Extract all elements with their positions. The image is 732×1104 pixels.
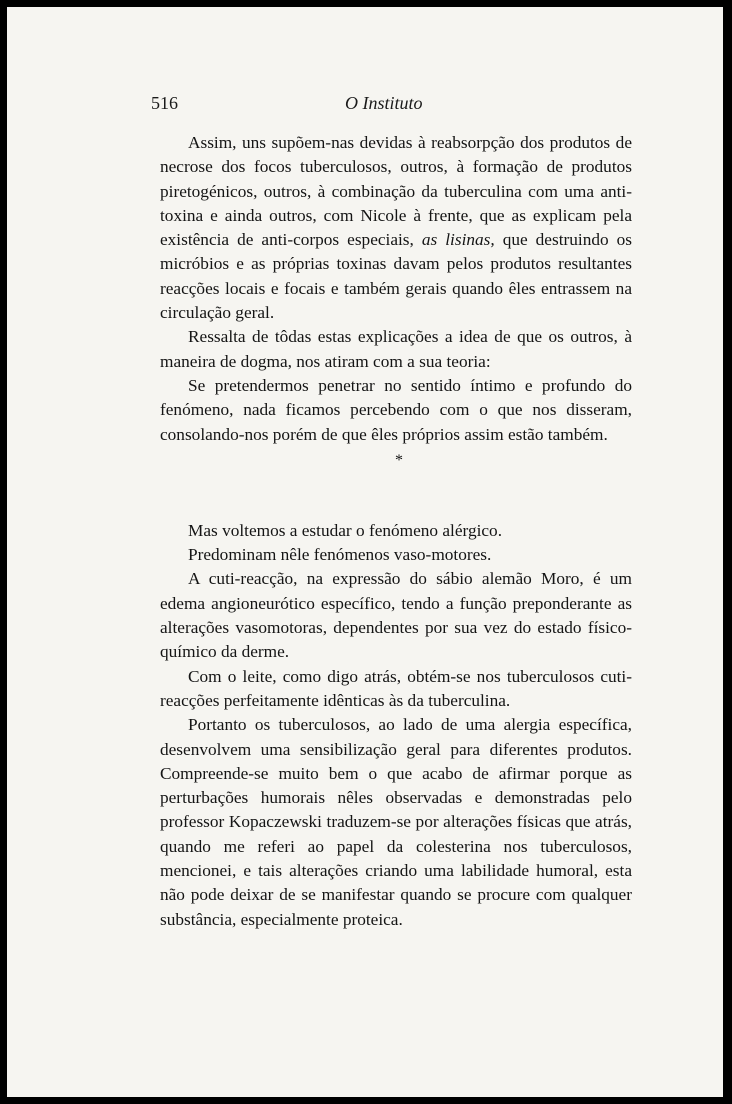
paragraph: Com o leite, como digo atrás, obtém-se nos tuberculosos cuti-reacções perfeitamente idênticas às da tuberculina.: [160, 666, 632, 710]
book-page: [7, 7, 723, 1097]
paragraph: Se pretendermos penetrar no sentido íntimo e profundo do fenómeno, nada ficamos percebendo com o que nos disseram, consolando-nos porém de que êles próprios assim estão também.: [160, 375, 632, 444]
paragraph: Ressalta de tôdas estas explicações a idea de que os outros, à maneira de dogma, nos atiram com a sua teoria:: [160, 327, 632, 371]
paragraph-text: Assim, uns supõem-nas devidas à reabsorpção dos produtos de necrose dos focos tuberculosos, outros, à formação de produtos piretogénicos, outros, à combinação da tuberculina com uma anti-toxina e ainda outros, com Nicole à frente, que as explicam pela existência de anti-corpos especiais,: [160, 133, 632, 250]
paragraph: Predominam nêle fenómenos vaso-motores.: [188, 545, 492, 565]
section-separator: *: [395, 451, 403, 469]
page-header: [151, 91, 631, 117]
paragraph: A cuti-reacção, na expressão do sábio alemão Moro, é um edema angioneurótico específico, tendo a função preponderante as alterações vasomotoras, dependentes por sua vez do estado físico-químico da derme.: [160, 569, 632, 662]
paragraph: Mas voltemos a estudar o fenómeno alérgico.: [188, 520, 503, 540]
page-number: 516: [151, 93, 178, 113]
emphasis-text: as lisinas,: [421, 230, 495, 250]
body-text: [160, 131, 632, 932]
paragraph: [160, 131, 632, 325]
running-title: O Instituto: [345, 93, 423, 113]
paragraph-text: que destruindo os micróbios e as próprias toxinas davam pelos produtos resultantes reacções locais e focais e também gerais quando êles entrassem na circulação geral.: [160, 230, 632, 323]
paragraph: Portanto os tuberculosos, ao lado de uma alergia específica, desenvolvem uma sensibilização geral para diferentes produtos. Compreende-se muito bem o que acabo de afirmar porque as perturbações humorais nêles observadas e demonstradas pelo professor Kopaczewski traduzem-se por alterações físicas que atrás, quando me referi ao papel da colesterina nos tuberculosos, mencionei, e tais alterações criando uma labilidade humoral, esta não pode deixar de se manifestar quando se procure com qualquer substância, especialmente proteica.: [160, 715, 632, 929]
